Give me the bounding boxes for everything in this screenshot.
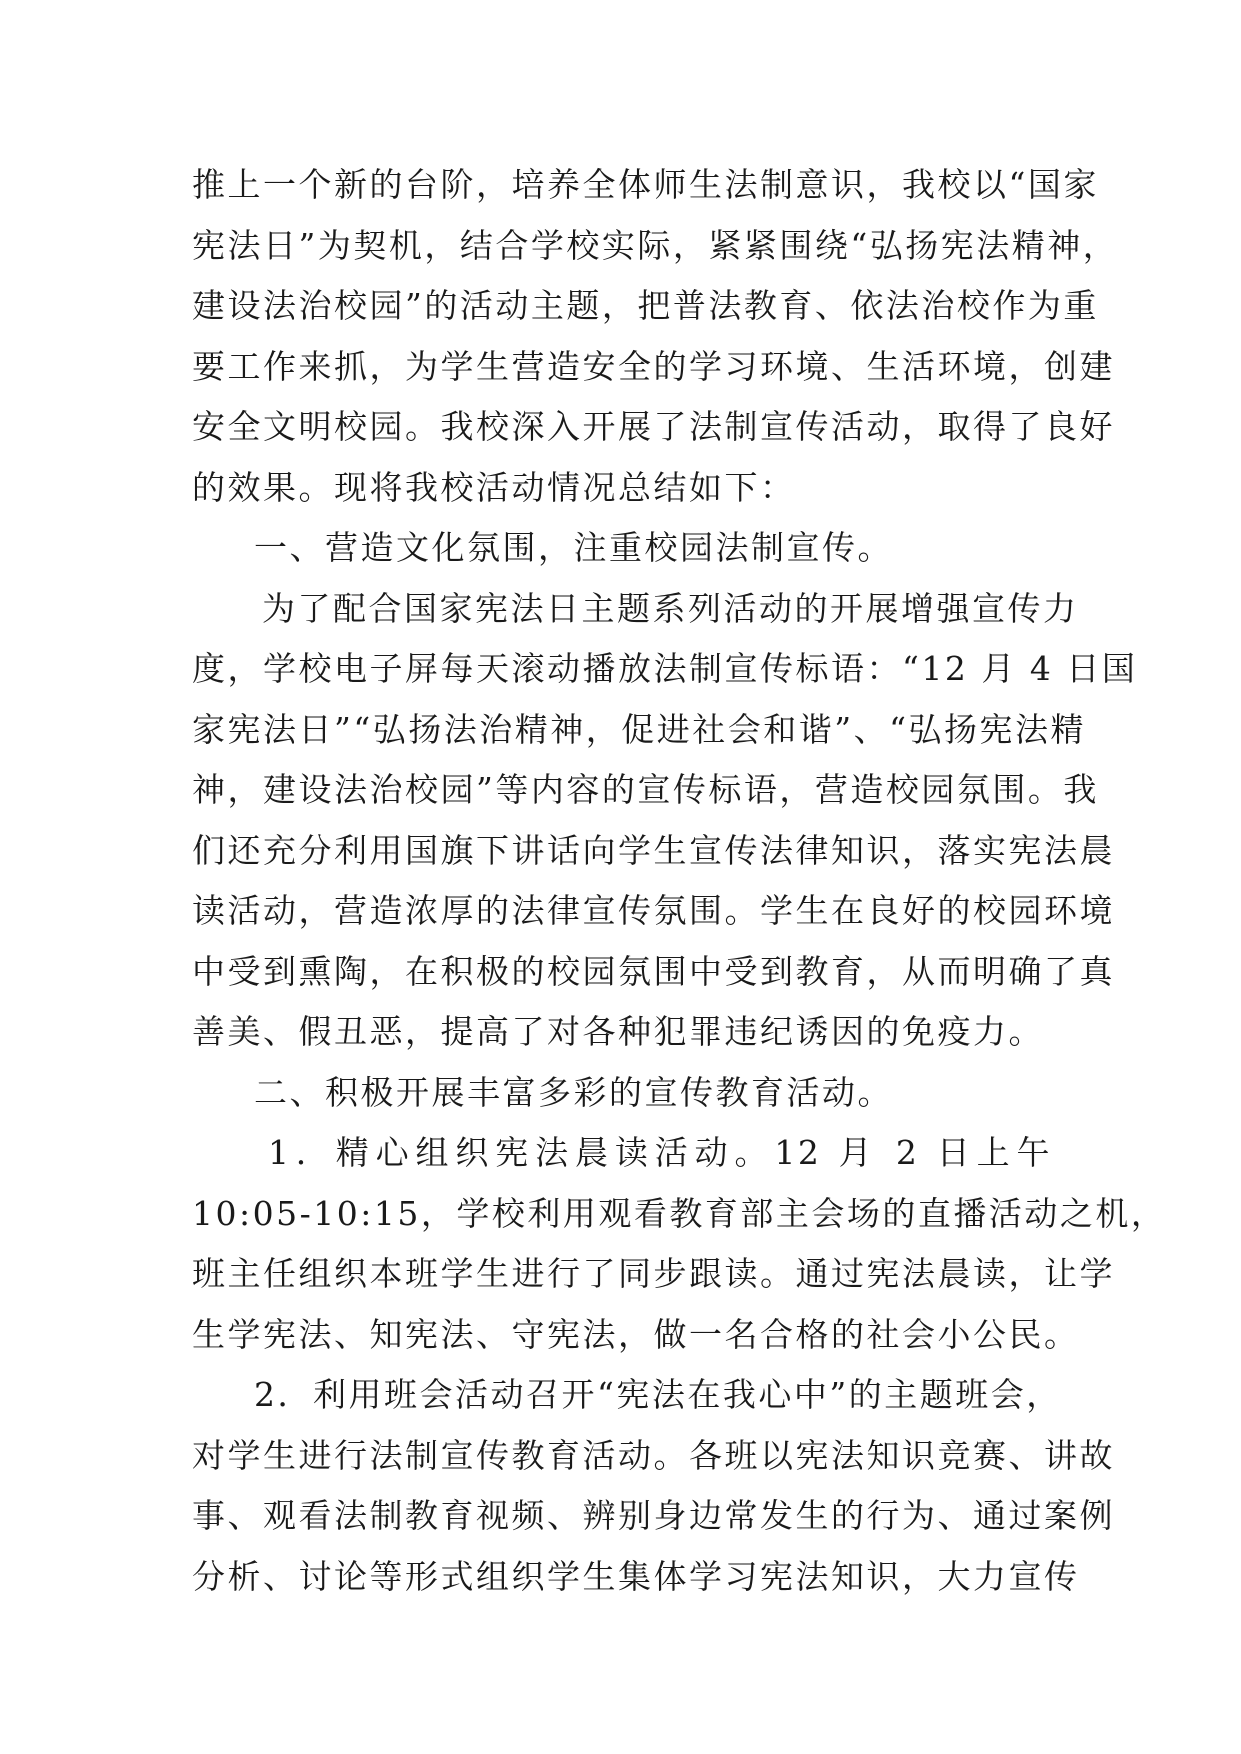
text-line: 的效果。现将我校活动情况总结如下： — [192, 467, 796, 507]
text-line: 读活动，营造浓厚的法律宣传氛围。学生在良好的校园环境 — [192, 891, 1115, 930]
text-line: 安全文明校园。我校深入开展了法制宣传活动，取得了良好 — [192, 407, 1115, 446]
text-line: 推上一个新的台阶，培养全体师生法制意识，我校以“国家 — [192, 165, 1099, 204]
text-line: 善美、假丑恶，提高了对各种犯罪违纪诱因的免疫力。 — [192, 1012, 1044, 1051]
section-heading: 一、营造文化氛围，注重校园法制宣传。 — [254, 528, 893, 567]
text-line: 10:05-10:15，学校利用观看教育部主会场的直播活动之机， — [192, 1193, 1167, 1233]
text-line: 宪法日”为契机，结合学校实际，紧紧围绕“弘扬宪法精神， — [192, 225, 1119, 265]
document-body — [192, 155, 1167, 1607]
text-line: 们还充分利用国旗下讲话向学生宣传法律知识，落实宪法晨 — [192, 830, 1115, 870]
text-line: 1．精心组织宪法晨读活动。12 月 2 日上午 — [268, 1133, 1052, 1172]
text-line: 生学宪法、知宪法、守宪法，做一名合格的社会小公民。 — [192, 1314, 1080, 1354]
text-line: 2．利用班会活动召开“宪法在我心中”的主题班会， — [254, 1375, 1062, 1414]
text-line: 对学生进行法制宣传教育活动。各班以宪法知识竞赛、讲故 — [192, 1435, 1115, 1475]
text-line: 班主任组织本班学生进行了同步跟读。通过宪法晨读，让学 — [192, 1254, 1115, 1293]
text-line: 分析、讨论等形式组织学生集体学习宪法知识，大力宣传 — [192, 1556, 1080, 1596]
text-line: 神，建设法治校园”等内容的宣传标语，营造校园氛围。我 — [192, 770, 1099, 809]
section-heading: 二、积极开展丰富多彩的宣传教育活动。 — [254, 1072, 893, 1112]
text-line: 中受到熏陶，在积极的校园氛围中受到教育，从而明确了真 — [192, 951, 1115, 991]
text-line: 事、观看法制教育视频、辨别身边常发生的行为、通过案例 — [192, 1496, 1115, 1535]
text-line: 为了配合国家宪法日主题系列活动的开展增强宣传力 — [262, 588, 1079, 628]
text-line: 家宪法日”“弘扬法治精神，促进社会和谐”、“弘扬宪法精 — [192, 709, 1086, 749]
text-line: 建设法治校园”的活动主题，把普法教育、依法治校作为重 — [192, 286, 1099, 325]
text-line: 要工作来抓，为学生营造安全的学习环境、生活环境，创建 — [192, 346, 1115, 386]
text-line: 度，学校电子屏每天滚动播放法制宣传标语：“12 月 4 日国 — [192, 649, 1138, 688]
